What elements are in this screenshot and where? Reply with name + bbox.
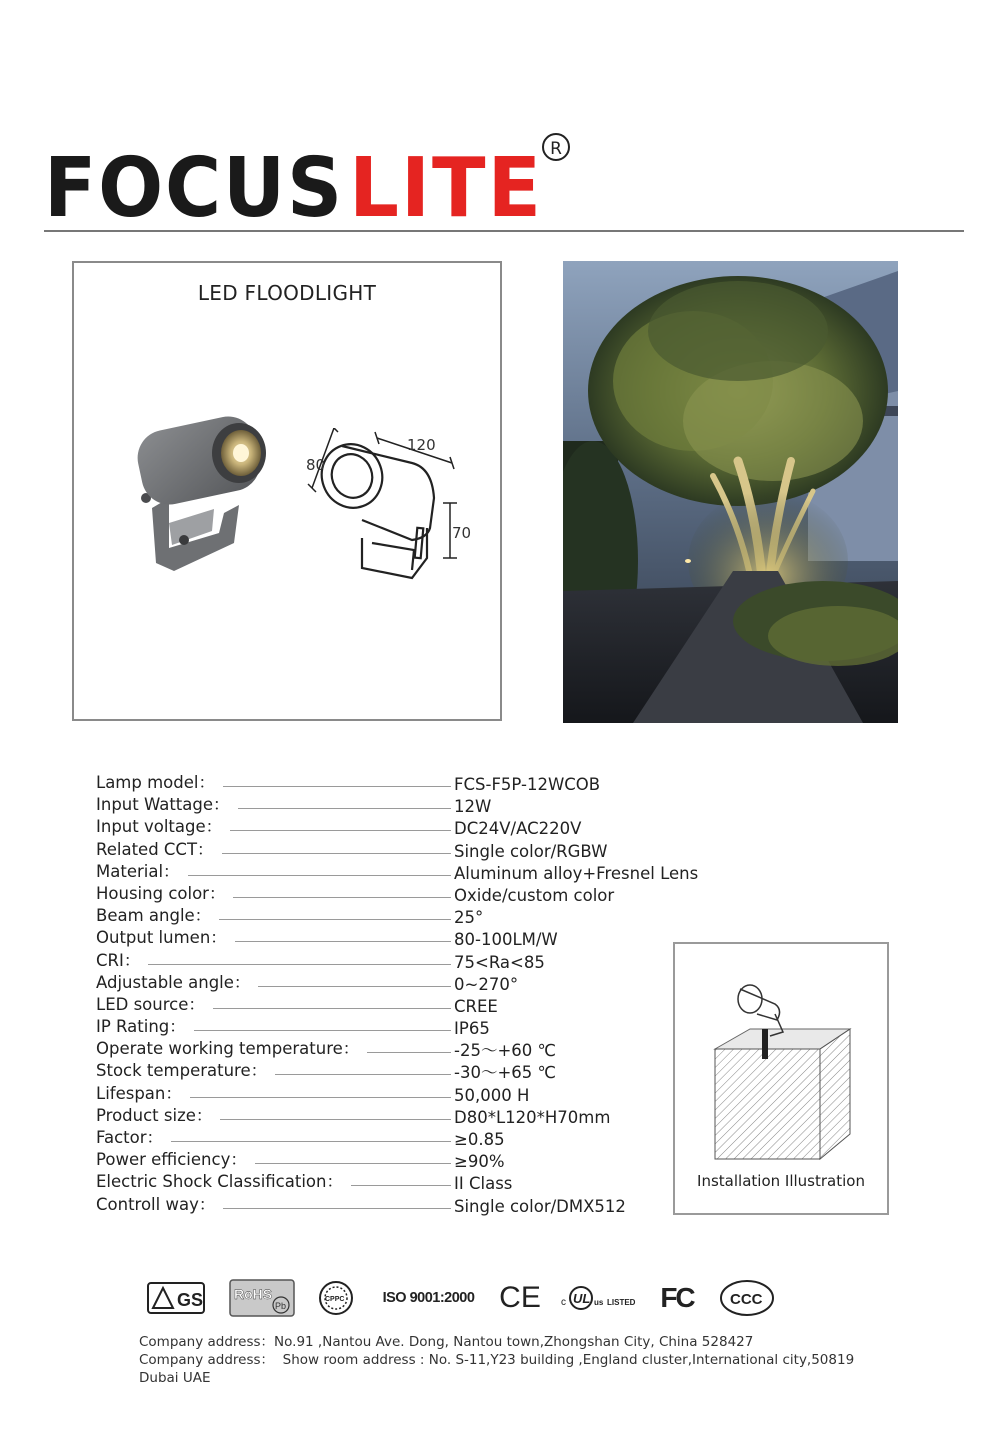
spec-value: 25° xyxy=(454,908,484,928)
spec-label: IP Rating： xyxy=(96,1016,192,1038)
spec-value: 50,000 H xyxy=(454,1085,530,1105)
svg-text:LISTED: LISTED xyxy=(607,1298,636,1307)
spec-label: Lifespan： xyxy=(96,1083,188,1105)
svg-text:RoHS: RoHS xyxy=(234,1286,273,1302)
spec-leader-line xyxy=(235,941,451,942)
spec-label: Product size： xyxy=(96,1105,218,1127)
spec-leader-line xyxy=(255,1163,451,1164)
spec-row xyxy=(96,883,716,905)
spec-value: 0~270° xyxy=(454,974,519,994)
spec-label: Power efficiency： xyxy=(96,1149,253,1171)
spec-value: Aluminum alloy+Fresnel Lens xyxy=(454,863,699,883)
product-panel xyxy=(72,261,502,721)
spec-leader-line xyxy=(258,986,451,987)
company-address xyxy=(139,1333,879,1387)
spec-row xyxy=(96,1038,716,1060)
spec-leader-line xyxy=(194,1030,451,1031)
spec-row xyxy=(96,994,716,1016)
spec-value: Single color/DMX512 xyxy=(454,1196,626,1216)
svg-text:GS: GS xyxy=(177,1290,204,1310)
ccc-mark-icon xyxy=(718,1276,776,1320)
spec-label: CRI： xyxy=(96,950,146,972)
spec-row xyxy=(96,1171,716,1193)
spec-leader-line xyxy=(223,786,451,787)
spec-leader-line xyxy=(188,875,451,876)
svg-text:Pb: Pb xyxy=(275,1301,287,1311)
brand-logo xyxy=(44,150,604,225)
ul-listed-mark-icon xyxy=(558,1276,640,1320)
spec-value: Single color/RGBW xyxy=(454,841,608,861)
svg-text:c: c xyxy=(561,1297,566,1308)
rohs-mark-icon xyxy=(228,1276,296,1320)
spec-value: IP65 xyxy=(454,1019,490,1039)
installation-drawing xyxy=(705,984,855,1164)
spec-row xyxy=(96,1016,716,1038)
spec-value: CREE xyxy=(454,996,498,1016)
svg-text:us: us xyxy=(594,1298,604,1307)
spec-row xyxy=(96,1083,716,1105)
spec-label: Material： xyxy=(96,861,186,883)
spec-leader-line xyxy=(351,1185,451,1186)
spec-row xyxy=(96,1060,716,1082)
spec-value: ≥90% xyxy=(454,1152,505,1172)
spec-value: D80*L120*H70mm xyxy=(454,1107,611,1127)
spec-value: 75<Ra<85 xyxy=(454,952,545,972)
dimension-diameter: 80 xyxy=(306,456,326,474)
spec-value: -25～+60 ℃ xyxy=(454,1041,557,1061)
spec-label: Operate working temperature： xyxy=(96,1038,365,1060)
spec-leader-line xyxy=(171,1141,451,1142)
product-title: LED FLOODLIGHT xyxy=(197,281,377,305)
installation-panel xyxy=(673,942,889,1215)
spec-label: Input voltage： xyxy=(96,816,228,838)
company-address-line-1: Company address：No.91 ,Nantou Ave. Dong, Nantou town,Zhongshan City, China 528427 xyxy=(139,1334,754,1350)
spec-value: DC24V/AC220V xyxy=(454,819,582,839)
spec-leader-line xyxy=(220,1119,451,1120)
certification-logos xyxy=(144,1276,784,1320)
spec-value: 12W xyxy=(454,797,492,817)
spec-row xyxy=(96,1127,716,1149)
spec-leader-line xyxy=(367,1052,451,1053)
gs-mark-icon xyxy=(146,1276,206,1320)
spec-leader-line xyxy=(238,808,451,809)
spec-row xyxy=(96,1194,716,1216)
spec-label: Housing color： xyxy=(96,883,231,905)
spec-row xyxy=(96,972,716,994)
spec-leader-line xyxy=(233,897,451,898)
brand-name-dark: FOCUS xyxy=(44,150,344,225)
spec-label: Output lumen： xyxy=(96,927,233,949)
spec-value: -30～+65 ℃ xyxy=(454,1063,557,1083)
spec-leader-line xyxy=(223,1208,451,1209)
spec-row xyxy=(96,905,716,927)
spec-value: Oxide/custom color xyxy=(454,885,615,905)
dimension-height: 70 xyxy=(452,524,472,542)
spec-label: Controll way： xyxy=(96,1194,221,1216)
ce-mark: CE xyxy=(499,1281,541,1314)
spec-row xyxy=(96,861,716,883)
spec-value: II Class xyxy=(454,1174,513,1194)
spec-leader-line xyxy=(275,1074,451,1075)
registered-mark: R xyxy=(542,133,570,161)
spec-value: ≥0.85 xyxy=(454,1130,505,1149)
spec-row xyxy=(96,816,716,838)
spec-row xyxy=(96,950,716,972)
cppc-mark-icon xyxy=(316,1276,356,1320)
spec-label: Related CCT： xyxy=(96,839,220,861)
spec-leader-line xyxy=(148,964,451,965)
fcc-mark: FC xyxy=(660,1282,694,1313)
spec-row xyxy=(96,794,716,816)
spec-label: Input Wattage： xyxy=(96,794,236,816)
svg-text:UL: UL xyxy=(573,1291,591,1306)
spec-row xyxy=(96,839,716,861)
spec-row xyxy=(96,772,716,794)
spec-value: FCS-F5P-12WCOB xyxy=(454,775,601,794)
iso-9001-mark: ISO 9001:2000 xyxy=(382,1290,475,1306)
specifications-list xyxy=(96,772,716,1216)
brand-name-red: LITE xyxy=(349,150,543,225)
company-address-line-2: Company address： Show room address : No. S-11,Y23 building ,England cluster,International city,50819 Dubai UAE xyxy=(139,1352,859,1386)
spec-value: 80-100LM/W xyxy=(454,930,558,950)
spec-row xyxy=(96,1149,716,1171)
header-divider xyxy=(44,230,964,232)
installation-caption: Installation Illustration xyxy=(697,1172,865,1190)
floodlight-photo xyxy=(134,413,279,573)
spec-label: Factor： xyxy=(96,1127,169,1149)
dimension-drawing xyxy=(302,428,477,588)
svg-text:CPPC: CPPC xyxy=(325,1296,345,1303)
spec-leader-line xyxy=(222,853,451,854)
spec-leader-line xyxy=(190,1097,451,1098)
spec-label: Adjustable angle： xyxy=(96,972,256,994)
spec-leader-line xyxy=(213,1008,451,1009)
spec-leader-line xyxy=(230,830,451,831)
spec-leader-line xyxy=(219,919,451,920)
dimension-length: 120 xyxy=(407,436,436,454)
application-scene-photo xyxy=(563,261,898,723)
spec-label: LED source： xyxy=(96,994,211,1016)
spec-row xyxy=(96,1105,716,1127)
svg-text:CCC: CCC xyxy=(730,1291,763,1308)
spec-label: Electric Shock Classification： xyxy=(96,1171,349,1193)
spec-row xyxy=(96,927,716,949)
spec-label: Beam angle： xyxy=(96,905,217,927)
spec-label: Stock temperature： xyxy=(96,1060,273,1082)
spec-label: Lamp model： xyxy=(96,772,221,794)
